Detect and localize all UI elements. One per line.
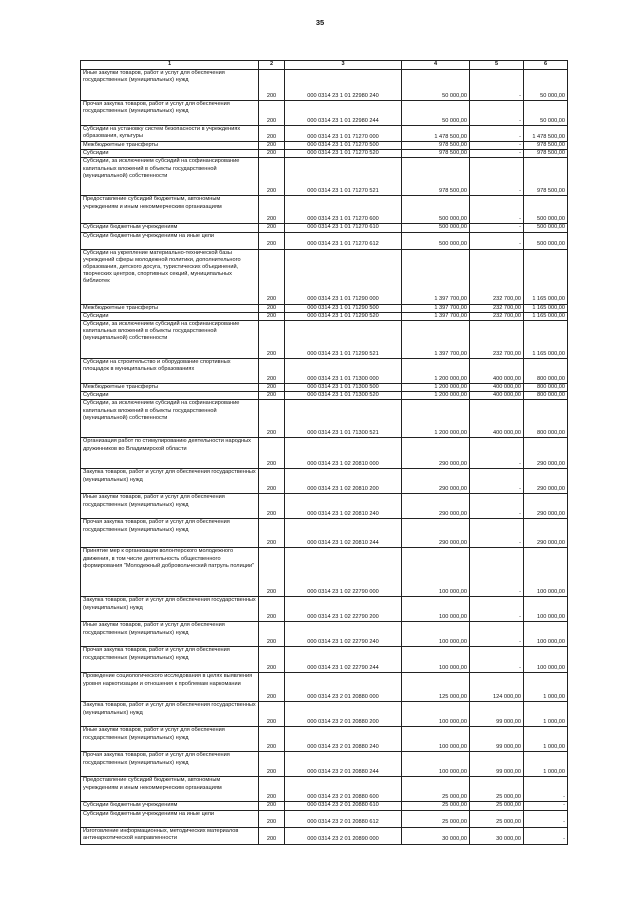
approved-amount-cell: 100 000,00 [402,622,470,647]
column-header-5: 5 [470,61,524,70]
approved-amount-cell: 100 000,00 [402,702,470,727]
executed-amount-cell: 232 700,00 [470,249,524,304]
approved-amount-cell: 1 200 000,00 [402,400,470,438]
table-row [81,752,568,777]
remaining-amount-cell: 100 000,00 [524,597,568,622]
column-header-3: 3 [285,61,402,70]
executed-amount-cell: 232 700,00 [470,312,524,320]
table-row [81,673,568,702]
approved-amount-cell: 500 000,00 [402,232,470,249]
table-row [81,70,568,101]
grbs-code-cell: 200 [259,727,285,752]
budget-code-cell: 000 0314 23 1 02 20810 000 [285,438,402,469]
table-row [81,494,568,519]
item-name-cell: Закупка товаров, работ и услуг для обеспечения государственных (муниципальных) нужд [81,702,259,727]
item-name-cell: Закупка товаров, работ и услуг для обеспечения государственных (муниципальных) нужд [81,469,259,494]
remaining-amount-cell: 1 000,00 [524,727,568,752]
executed-amount-cell: 124 000,00 [470,673,524,702]
grbs-code-cell: 200 [259,438,285,469]
item-name-cell: Прочая закупка товаров, работ и услуг для обеспечения государственных (муниципальных) нужд [81,101,259,126]
budget-code-cell: 000 0314 23 2 01 20880 610 [285,802,402,810]
budget-code-cell: 000 0314 23 1 01 71290 000 [285,249,402,304]
budget-code-cell: 000 0314 23 1 01 71290 521 [285,321,402,359]
executed-amount-cell: 25 000,00 [470,777,524,802]
item-name-cell: Иные закупки товаров, работ и услуг для обеспечения государственных (муниципальных) нужд [81,727,259,752]
approved-amount-cell: 1 397 700,00 [402,249,470,304]
table-row [81,384,568,392]
table-row [81,622,568,647]
item-name-cell: Субсидии [81,150,259,158]
table-row [81,142,568,150]
column-header-1: 1 [81,61,259,70]
item-name-cell: Субсидии [81,312,259,320]
table-row [81,224,568,232]
grbs-code-cell: 200 [259,126,285,142]
grbs-code-cell: 200 [259,224,285,232]
table-row [81,196,568,224]
grbs-code-cell: 200 [259,70,285,101]
remaining-amount-cell: 1 165 000,00 [524,312,568,320]
remaining-amount-cell: 290 000,00 [524,519,568,548]
table-row [81,158,568,196]
executed-amount-cell: - [470,196,524,224]
remaining-amount-cell: 290 000,00 [524,438,568,469]
budget-code-cell: 000 0314 23 1 02 22790 000 [285,548,402,597]
budget-code-cell: 000 0314 23 2 01 20880 244 [285,752,402,777]
executed-amount-cell: - [470,548,524,597]
budget-code-cell: 000 0314 23 2 01 20880 600 [285,777,402,802]
budget-code-cell: 000 0314 23 1 01 71290 520 [285,312,402,320]
budget-code-cell: 000 0314 23 2 01 20880 000 [285,673,402,702]
grbs-code-cell: 200 [259,142,285,150]
remaining-amount-cell: 500 000,00 [524,224,568,232]
item-name-cell: Закупка товаров, работ и услуг для обеспечения государственных (муниципальных) нужд [81,597,259,622]
grbs-code-cell: 200 [259,249,285,304]
item-name-cell: Субсидии [81,392,259,400]
remaining-amount-cell: 800 000,00 [524,384,568,392]
grbs-code-cell: 200 [259,196,285,224]
approved-amount-cell: 1 397 700,00 [402,304,470,312]
table-row [81,392,568,400]
table-row [81,438,568,469]
column-header-2: 2 [259,61,285,70]
item-name-cell: Принятие мер к организации волонтерского молодежного движения, в том числе деятельность общественного формирования "Молодежный добровольческий патруль полиции" [81,548,259,597]
budget-code-cell: 000 0314 23 1 01 71300 521 [285,400,402,438]
approved-amount-cell: 1 397 700,00 [402,312,470,320]
approved-amount-cell: 290 000,00 [402,469,470,494]
approved-amount-cell: 100 000,00 [402,727,470,752]
executed-amount-cell: - [470,224,524,232]
remaining-amount-cell: 100 000,00 [524,647,568,673]
budget-code-cell: 000 0314 23 2 01 20890 000 [285,827,402,844]
remaining-amount-cell: 100 000,00 [524,548,568,597]
remaining-amount-cell: 1 165 000,00 [524,304,568,312]
approved-amount-cell: 978 500,00 [402,142,470,150]
grbs-code-cell: 200 [259,400,285,438]
table-row [81,548,568,597]
table-header [81,61,568,70]
budget-code-cell: 000 0314 23 1 01 71300 520 [285,392,402,400]
table-row [81,126,568,142]
approved-amount-cell: 1 200 000,00 [402,392,470,400]
grbs-code-cell: 200 [259,752,285,777]
item-name-cell: Прочая закупка товаров, работ и услуг для обеспечения государственных (муниципальных) нужд [81,647,259,673]
executed-amount-cell: 232 700,00 [470,321,524,359]
header-row [81,61,568,70]
remaining-amount-cell: 1 478 500,00 [524,126,568,142]
executed-amount-cell: - [470,232,524,249]
executed-amount-cell: - [470,622,524,647]
item-name-cell: Межбюджетные трансферты [81,142,259,150]
budget-code-cell: 000 0314 23 1 01 71300 500 [285,384,402,392]
grbs-code-cell: 200 [259,702,285,727]
approved-amount-cell: 1 200 000,00 [402,359,470,384]
approved-amount-cell: 125 000,00 [402,673,470,702]
item-name-cell: Проведение социологического исследования в целях выявления уровня наркотизации и отношения к проблемам наркомании [81,673,259,702]
approved-amount-cell: 500 000,00 [402,196,470,224]
grbs-code-cell: 200 [259,647,285,673]
remaining-amount-cell: 800 000,00 [524,400,568,438]
table-row [81,647,568,673]
table-row [81,597,568,622]
item-name-cell: Субсидии бюджетным учреждениям [81,224,259,232]
item-name-cell: Межбюджетные трансферты [81,384,259,392]
table-row [81,101,568,126]
executed-amount-cell: 99 000,00 [470,727,524,752]
budget-code-cell: 000 0314 23 1 01 71300 000 [285,359,402,384]
table-row [81,150,568,158]
remaining-amount-cell: 50 000,00 [524,101,568,126]
budget-code-cell: 000 0314 23 2 01 20880 200 [285,702,402,727]
table-row [81,359,568,384]
executed-amount-cell: - [470,494,524,519]
budget-code-cell: 000 0314 23 1 01 71270 520 [285,150,402,158]
executed-amount-cell: - [470,70,524,101]
grbs-code-cell: 200 [259,810,285,827]
approved-amount-cell: 50 000,00 [402,101,470,126]
table-row [81,827,568,844]
budget-code-cell: 000 0314 23 1 02 20810 200 [285,469,402,494]
grbs-code-cell: 200 [259,548,285,597]
item-name-cell: Прочая закупка товаров, работ и услуг для обеспечения государственных (муниципальных) нужд [81,752,259,777]
budget-code-cell: 000 0314 23 1 01 71270 612 [285,232,402,249]
budget-code-cell: 000 0314 23 1 02 20810 240 [285,494,402,519]
approved-amount-cell: 978 500,00 [402,158,470,196]
executed-amount-cell: - [470,142,524,150]
grbs-code-cell: 200 [259,321,285,359]
column-header-4: 4 [402,61,470,70]
approved-amount-cell: 25 000,00 [402,802,470,810]
table-row [81,249,568,304]
remaining-amount-cell: 50 000,00 [524,70,568,101]
approved-amount-cell: 100 000,00 [402,548,470,597]
item-name-cell: Предоставление субсидий бюджетным, автономным учреждениям и иным некоммерческим организациям [81,777,259,802]
item-name-cell: Субсидии, за исключением субсидий на софинансирование капитальных вложений в объекты государственной (муниципальной) собственности [81,321,259,359]
remaining-amount-cell: 800 000,00 [524,392,568,400]
executed-amount-cell: 99 000,00 [470,752,524,777]
remaining-amount-cell: 1 165 000,00 [524,249,568,304]
budget-code-cell: 000 0314 23 1 01 22980 240 [285,70,402,101]
grbs-code-cell: 200 [259,304,285,312]
budget-code-cell: 000 0314 23 2 01 20880 612 [285,810,402,827]
table-row [81,321,568,359]
budget-code-cell: 000 0314 23 1 01 22980 244 [285,101,402,126]
grbs-code-cell: 200 [259,158,285,196]
approved-amount-cell: 1 478 500,00 [402,126,470,142]
item-name-cell: Иные закупки товаров, работ и услуг для обеспечения государственных (муниципальных) нужд [81,622,259,647]
executed-amount-cell: - [470,469,524,494]
budget-code-cell: 000 0314 23 2 01 20880 240 [285,727,402,752]
item-name-cell: Иные закупки товаров, работ и услуг для обеспечения государственных (муниципальных) нужд [81,70,259,101]
item-name-cell: Субсидии бюджетным учреждениям [81,802,259,810]
executed-amount-cell: 30 000,00 [470,827,524,844]
grbs-code-cell: 200 [259,827,285,844]
grbs-code-cell: 200 [259,392,285,400]
table-row [81,727,568,752]
remaining-amount-cell: - [524,777,568,802]
remaining-amount-cell: 978 500,00 [524,150,568,158]
grbs-code-cell: 200 [259,777,285,802]
executed-amount-cell: 400 000,00 [470,400,524,438]
budget-code-cell: 000 0314 23 1 02 20810 244 [285,519,402,548]
item-name-cell: Межбюджетные трансферты [81,304,259,312]
executed-amount-cell: - [470,597,524,622]
approved-amount-cell: 290 000,00 [402,494,470,519]
approved-amount-cell: 290 000,00 [402,438,470,469]
approved-amount-cell: 25 000,00 [402,810,470,827]
remaining-amount-cell: 1 000,00 [524,673,568,702]
remaining-amount-cell: 500 000,00 [524,196,568,224]
budget-code-cell: 000 0314 23 1 01 71270 600 [285,196,402,224]
executed-amount-cell: 25 000,00 [470,802,524,810]
budget-code-cell: 000 0314 23 1 02 22790 200 [285,597,402,622]
item-name-cell: Иные закупки товаров, работ и услуг для обеспечения государственных (муниципальных) нужд [81,494,259,519]
approved-amount-cell: 1 200 000,00 [402,384,470,392]
item-name-cell: Субсидии, за исключением субсидий на софинансирование капитальных вложений в объекты государственной (муниципальной) собственности [81,400,259,438]
executed-amount-cell: - [470,150,524,158]
approved-amount-cell: 30 000,00 [402,827,470,844]
table-row [81,777,568,802]
item-name-cell: Предоставление субсидий бюджетным, автономным учреждениям и иным некоммерческим организациям [81,196,259,224]
approved-amount-cell: 50 000,00 [402,70,470,101]
approved-amount-cell: 1 397 700,00 [402,321,470,359]
item-name-cell: Прочая закупка товаров, работ и услуг для обеспечения государственных (муниципальных) нужд [81,519,259,548]
grbs-code-cell: 200 [259,494,285,519]
table-row [81,469,568,494]
item-name-cell: Изготовление информационных, методических материалов антинаркотической направленности [81,827,259,844]
item-name-cell: Субсидии бюджетным учреждениям на иные цели [81,232,259,249]
approved-amount-cell: 978 500,00 [402,150,470,158]
item-name-cell: Субсидии на установку систем безопасности в учреждениях образования, культуры [81,126,259,142]
remaining-amount-cell: 978 500,00 [524,158,568,196]
executed-amount-cell: 25 000,00 [470,810,524,827]
approved-amount-cell: 100 000,00 [402,597,470,622]
item-name-cell: Субсидии на укрепление материально-технической базы учреждений сферы молодежной политики, дополнительного образования, детского досуга, туристических объединений, творческих центров, спортивных секций, муниципальных библиотек [81,249,259,304]
grbs-code-cell: 200 [259,597,285,622]
budget-code-cell: 000 0314 23 1 01 71290 500 [285,304,402,312]
table-row [81,400,568,438]
budget-code-cell: 000 0314 23 1 01 71270 500 [285,142,402,150]
approved-amount-cell: 100 000,00 [402,647,470,673]
remaining-amount-cell: - [524,810,568,827]
grbs-code-cell: 200 [259,469,285,494]
budget-code-cell: 000 0314 23 1 02 22790 244 [285,647,402,673]
table-row [81,519,568,548]
approved-amount-cell: 100 000,00 [402,752,470,777]
grbs-code-cell: 200 [259,150,285,158]
remaining-amount-cell: 290 000,00 [524,469,568,494]
budget-table [80,60,568,845]
executed-amount-cell: - [470,158,524,196]
remaining-amount-cell: 1 165 000,00 [524,321,568,359]
remaining-amount-cell: 800 000,00 [524,359,568,384]
executed-amount-cell: - [470,438,524,469]
grbs-code-cell: 200 [259,359,285,384]
executed-amount-cell: 400 000,00 [470,392,524,400]
executed-amount-cell: 400 000,00 [470,384,524,392]
item-name-cell: Субсидии бюджетным учреждениям на иные цели [81,810,259,827]
table-row [81,304,568,312]
budget-code-cell: 000 0314 23 1 01 71270 000 [285,126,402,142]
executed-amount-cell: - [470,101,524,126]
grbs-code-cell: 200 [259,312,285,320]
item-name-cell: Субсидии, за исключением субсидий на софинансирование капитальных вложений в объекты государственной (муниципальной) собственности [81,158,259,196]
remaining-amount-cell: 978 500,00 [524,142,568,150]
column-header-6: 6 [524,61,568,70]
grbs-code-cell: 200 [259,519,285,548]
executed-amount-cell: 400 000,00 [470,359,524,384]
executed-amount-cell: 99 000,00 [470,702,524,727]
grbs-code-cell: 200 [259,622,285,647]
remaining-amount-cell: 1 000,00 [524,752,568,777]
remaining-amount-cell: 290 000,00 [524,494,568,519]
table-row [81,802,568,810]
item-name-cell: Организация работ по стимулированию деятельности народных дружинников во Владимирской области [81,438,259,469]
executed-amount-cell: - [470,647,524,673]
executed-amount-cell: - [470,519,524,548]
remaining-amount-cell: - [524,827,568,844]
grbs-code-cell: 200 [259,101,285,126]
grbs-code-cell: 200 [259,384,285,392]
remaining-amount-cell: 500 000,00 [524,232,568,249]
item-name-cell: Субсидии на строительство и оборудование спортивных площадок в муниципальных образованиях [81,359,259,384]
grbs-code-cell: 200 [259,673,285,702]
budget-code-cell: 000 0314 23 1 01 71270 610 [285,224,402,232]
remaining-amount-cell: 1 000,00 [524,702,568,727]
approved-amount-cell: 25 000,00 [402,777,470,802]
table-row [81,232,568,249]
remaining-amount-cell: 100 000,00 [524,622,568,647]
table-row [81,810,568,827]
grbs-code-cell: 200 [259,232,285,249]
executed-amount-cell: 232 700,00 [470,304,524,312]
budget-code-cell: 000 0314 23 1 01 71270 521 [285,158,402,196]
table-body [81,70,568,845]
approved-amount-cell: 290 000,00 [402,519,470,548]
remaining-amount-cell: - [524,802,568,810]
budget-code-cell: 000 0314 23 1 02 22790 240 [285,622,402,647]
approved-amount-cell: 500 000,00 [402,224,470,232]
executed-amount-cell: - [470,126,524,142]
page-number: 35 [315,18,325,27]
grbs-code-cell: 200 [259,802,285,810]
table-row [81,702,568,727]
table-row [81,312,568,320]
